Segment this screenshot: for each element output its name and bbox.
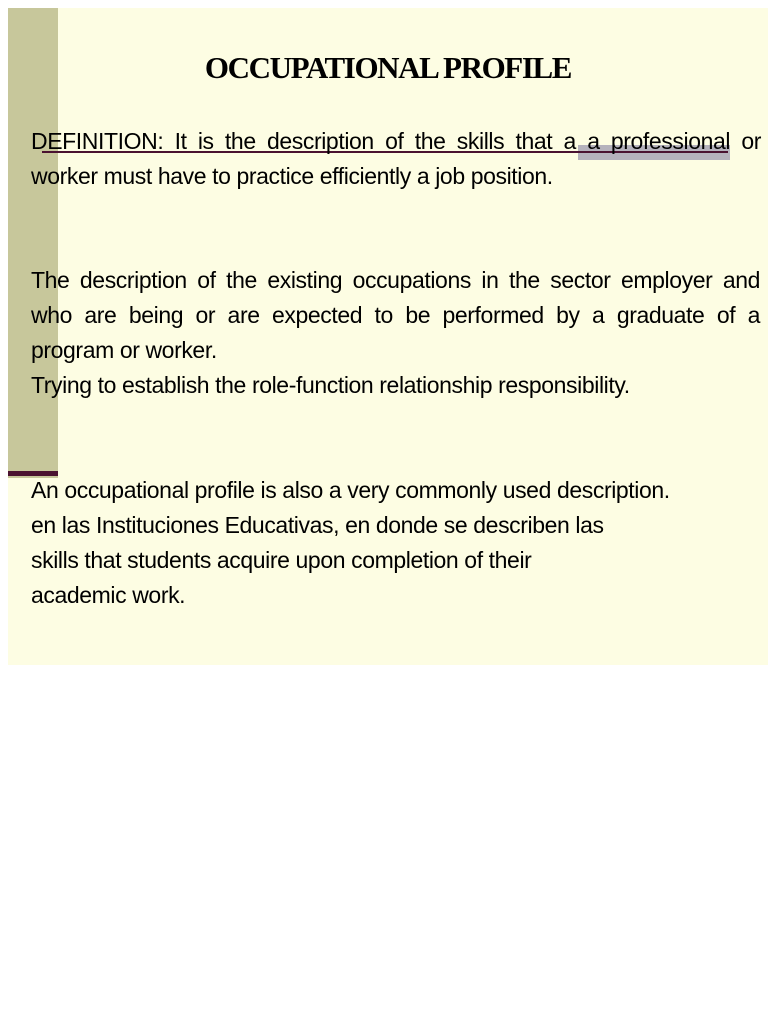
trying-paragraph: Trying to establish the role-function relationship responsibility. bbox=[31, 372, 630, 398]
occupational-profile-paragraph bbox=[31, 473, 731, 613]
description-paragraph: The description of the existing occupations in the sector employer and who are being or are expected to be performed by a graduate of a program or worker. bbox=[31, 267, 760, 363]
slide bbox=[8, 8, 768, 665]
occupational-line: An occupational profile is also a very commonly used description. bbox=[31, 477, 670, 503]
definition-paragraph: DEFINITION: It is the description of the skills that a a professional or worker must have to practice efficiently a job position. bbox=[31, 128, 761, 189]
occupational-line: academic work. bbox=[31, 582, 186, 608]
occupational-line: skills that students acquire upon completion of their bbox=[31, 547, 532, 573]
slide-title: OCCUPATIONAL PROFILE bbox=[204, 50, 572, 85]
occupational-line: en las Instituciones Educativas, en donde se describen las bbox=[31, 512, 604, 538]
